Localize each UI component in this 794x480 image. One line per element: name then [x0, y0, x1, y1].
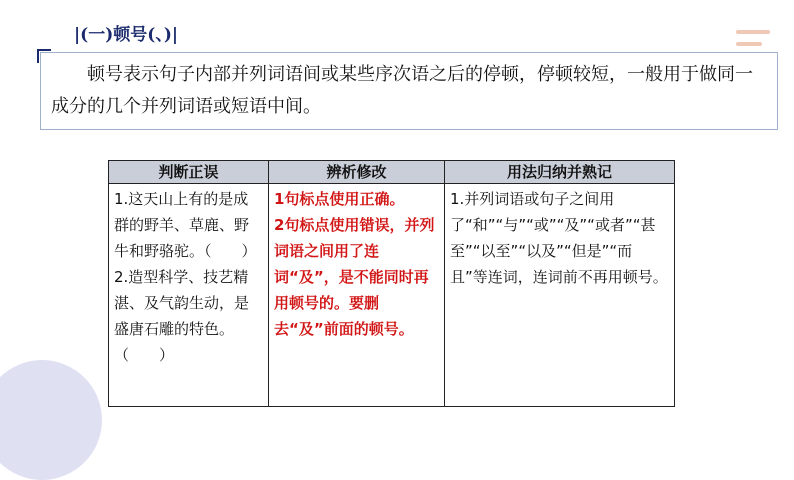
analysis-table	[108, 160, 675, 407]
header-analysis: 辨析修改	[269, 161, 445, 184]
summary-item-1: 1.并列词语或句子之间用了“和”“与”“或”“及”“或者”“甚至”“以至”“以及”“但是”“而且”等连词，连词前不再用顿号。	[450, 190, 668, 286]
analysis-item-1: 1句标点使用正确。	[274, 190, 405, 208]
header-summary: 用法归纳并熟记	[445, 161, 675, 184]
judge-cell	[109, 184, 269, 407]
judge-item-2: 2.造型科学、技艺精湛、及气韵生动，是盛唐石雕的特色。（ ）	[114, 268, 250, 364]
summary-cell	[445, 184, 675, 407]
analysis-item-2: 2句标点使用错误，并列词语之间用了连词“及”，是不能同时再用顿号的。要删去“及”前面的顿号。	[274, 216, 435, 338]
table-row	[109, 184, 675, 407]
intro-text: 顿号表示句子内部并列词语间或某些序次语之后的停顿，停顿较短，一般用于做同一成分的几个并列词语或短语中间。	[51, 64, 753, 117]
section-heading: |(一)顿号(、)|	[74, 25, 179, 45]
header-judge: 判断正误	[109, 161, 269, 184]
analysis-cell	[269, 184, 445, 407]
decorative-circle	[0, 360, 102, 480]
intro-box	[40, 52, 778, 130]
judge-item-1: 1.这天山上有的是成群的野羊、草鹿、野牛和野骆驼。（ ）	[114, 190, 257, 260]
table-header-row	[109, 161, 675, 184]
